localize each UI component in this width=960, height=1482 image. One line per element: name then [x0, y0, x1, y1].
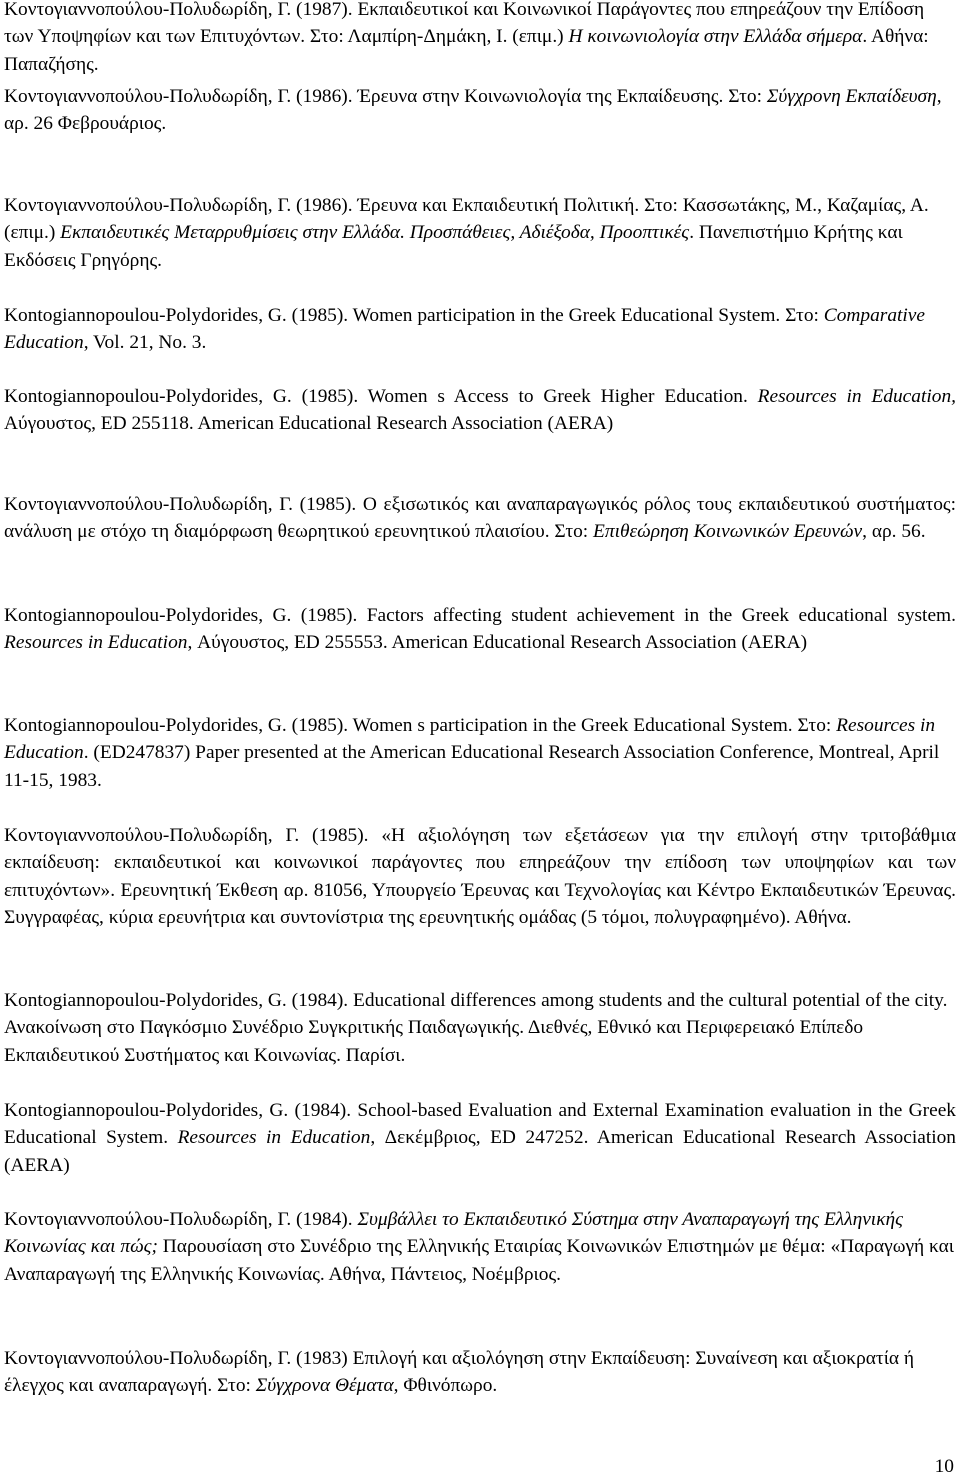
ref-3-publisher: . Πανεπιστήμιο Κρήτης και Εκδόσεις Γρηγόρης. [4, 222, 903, 271]
ref-11-author-title: Kontogiannopoulou-Polydorides, G. (1984). School-based Evaluation and External Examination evaluation in the Greek Educational System. [4, 1100, 956, 1149]
ref-4-volume: , Vol. 21, No. 3. [83, 332, 207, 354]
ref-8-author-title: Kontogiannopoulou-Polydorides, G. (1985). Women s participation in the Greek Educational System. Στο: [4, 715, 837, 736]
ref-12-author: Κοντογιαννοπούλου-Πολυδωρίδη, Γ. (1984). [4, 1209, 358, 1230]
ref-6-journal: Επιθεώρηση Κοινωνικών Ερευνών [593, 521, 863, 543]
ref-4-author-title: Kontogiannopoulou-Polydorides, G. (1985). Women participation in the Greek Educational System. Στο: [4, 305, 824, 326]
ref-10-text: Kontogiannopoulou-Polydorides, G. (1984). Educational differences among students and the cultural potential of the city. Ανακοίνωση στο Παγκόσμιο Συνέδριο Συγκριτικής Παιδαγωγικής. Διεθνές, Εθνικό και Περιφερειακό Επίπεδο Εκπαιδευτικού Συστήματος και Κοινωνίας. Παρίσι. [4, 990, 948, 1066]
reference-11 [4, 1097, 956, 1179]
reference-2 [4, 83, 956, 138]
ref-7-details: , Αύγουστος, ED 255553. American Educational Research Association (AERA) [187, 632, 808, 654]
ref-8-journal: Resources in Education [4, 715, 936, 764]
ref-3-author-title: Κοντογιαννοπούλου-Πολυδωρίδη, Γ. (1986). Έρευνα και Εκπαιδευτική Πολιτική. Στο: Κασσωτάκης, Μ., Καζαμίας, Α. (επιμ.) [4, 195, 929, 244]
ref-12-details: Παρουσίαση στο Συνέδριο της Ελληνικής Εταιρίας Κοινωνικών Επιστημών με θέμα: «Παραγωγή και Αναπαραγωγή της Ελληνικής Κοινωνίας. Αθήνα, Πάντειος, Νοέμβριος. [4, 1236, 955, 1285]
reference-13 [4, 1345, 956, 1400]
ref-12-title: Συμβάλλει το Εκπαιδευτικό Σύστημα στην Αναπαραγωγή της Ελληνικής Κοινωνίας και πώς; [4, 1209, 903, 1258]
ref-1-publisher: . Αθήνα: Παπαζήσης. [4, 26, 929, 75]
ref-9-text: Κοντογιαννοπούλου-Πολυδωρίδη, Γ. (1985). «Η αξιολόγηση των εξετάσεων για την επιλογή στην τριτοβάθμια εκπαίδευση: εκπαιδευτικοί και κοινωνικοί παράγοντες που επηρεάζουν την επίδοση των υποψηφίων και των επιτυχόντων». Ερευνητική Έκθεση αρ. 81056, Υπουργείο Έρευνας και Τεχνολογίας και Κέντρο Εκπαιδευτικών Έρευνας. Συγγραφέας, κύρια ερευνήτρια και συντονίστρια της ερευνητικής ομάδας (5 τόμοι, πολυγραφημένο). Αθήνα. [4, 825, 956, 929]
reference-3 [4, 192, 956, 274]
reference-7 [4, 602, 956, 657]
ref-6-issue: , αρ. 56. [862, 521, 926, 543]
ref-5-journal: Resources in Education, [757, 386, 956, 407]
reference-5 [4, 383, 956, 438]
reference-9 [4, 822, 956, 932]
ref-11-details: , Δεκέμβριος, ED 247252. American Educational Research Association (AERA) [4, 1127, 956, 1176]
reference-10 [4, 987, 956, 1069]
ref-4-journal: Comparative Education [4, 305, 926, 354]
ref-5-details: Αύγουστος, ED 255118. American Educational Research Association (AERA) [4, 413, 614, 435]
ref-1-book-title: Η κοινωνιολογία στην Ελλάδα σήμερα [568, 26, 863, 48]
reference-12 [4, 1206, 956, 1288]
ref-11-journal: Resources in Education [177, 1127, 371, 1149]
ref-8-details: . (ED247837) Paper presented at the American Educational Research Association Conference, Montreal, April 11-15, 1983. [4, 742, 940, 791]
ref-7-author-title: Kontogiannopoulou-Polydorides, G. (1985). Factors affecting student achievement in the Greek educational system. [4, 605, 956, 626]
ref-13-journal: Σύγχρονα Θέματα [255, 1375, 394, 1397]
ref-1-author-title: Κοντογιαννοπούλου-Πολυδωρίδη, Γ. (1987). Εκπαιδευτικοί και Κοινωνικοί Παράγοντες που επηρεάζουν την Επίδοση των Υποψηφίων και των Επιτυχόντων. Στο: Λαμπίρη-Δημάκη, Ι. (επιμ.) [4, 0, 925, 48]
ref-2-author-title: Κοντογιαννοπούλου-Πολυδωρίδη, Γ. (1986). Έρευνα στην Κοινωνιολογία της Εκπαίδευσης. Στο: [4, 86, 767, 107]
ref-6-author-title: Κοντογιαννοπούλου-Πολυδωρίδη, Γ. (1985). Ο εξισωτικός και αναπαραγωγικός ρόλος τους εκπαιδευτικού συστήματος: ανάλυση με στόχο τη διαμόρφωση θεωρητικού ερευνητικού πλαισίου. Στο: [4, 494, 956, 543]
page-number: 10 [934, 1456, 954, 1477]
reference-4 [4, 302, 956, 357]
ref-7-journal: Resources in Education [4, 632, 188, 654]
ref-13-season: , Φθινόπωρο. [393, 1375, 498, 1397]
ref-2-journal: Σύγχρονη Εκπαίδευση [766, 86, 937, 107]
ref-5-author-title: Kontogiannopoulou-Polydorides, G. (1985). Women s Access to Greek Higher Education. [4, 386, 758, 407]
ref-13-author-title: Κοντογιαννοπούλου-Πολυδωρίδη, Γ. (1983) Επιλογή και αξιολόγηση στην Εκπαίδευση: Συναίνεση και αξιοκρατία ή έλεγχος και αναπαραγωγή. Στο: [4, 1348, 915, 1397]
reference-1 [4, 0, 956, 78]
ref-2-issue: , αρ. 26 Φεβρουάριος. [4, 86, 942, 135]
ref-3-book-title: Εκπαιδευτικές Μεταρρυθμίσεις στην Ελλάδα. Προσπάθειες, Αδιέξοδα, Προοπτικές [60, 222, 690, 244]
reference-6 [4, 491, 956, 546]
reference-8 [4, 712, 956, 794]
